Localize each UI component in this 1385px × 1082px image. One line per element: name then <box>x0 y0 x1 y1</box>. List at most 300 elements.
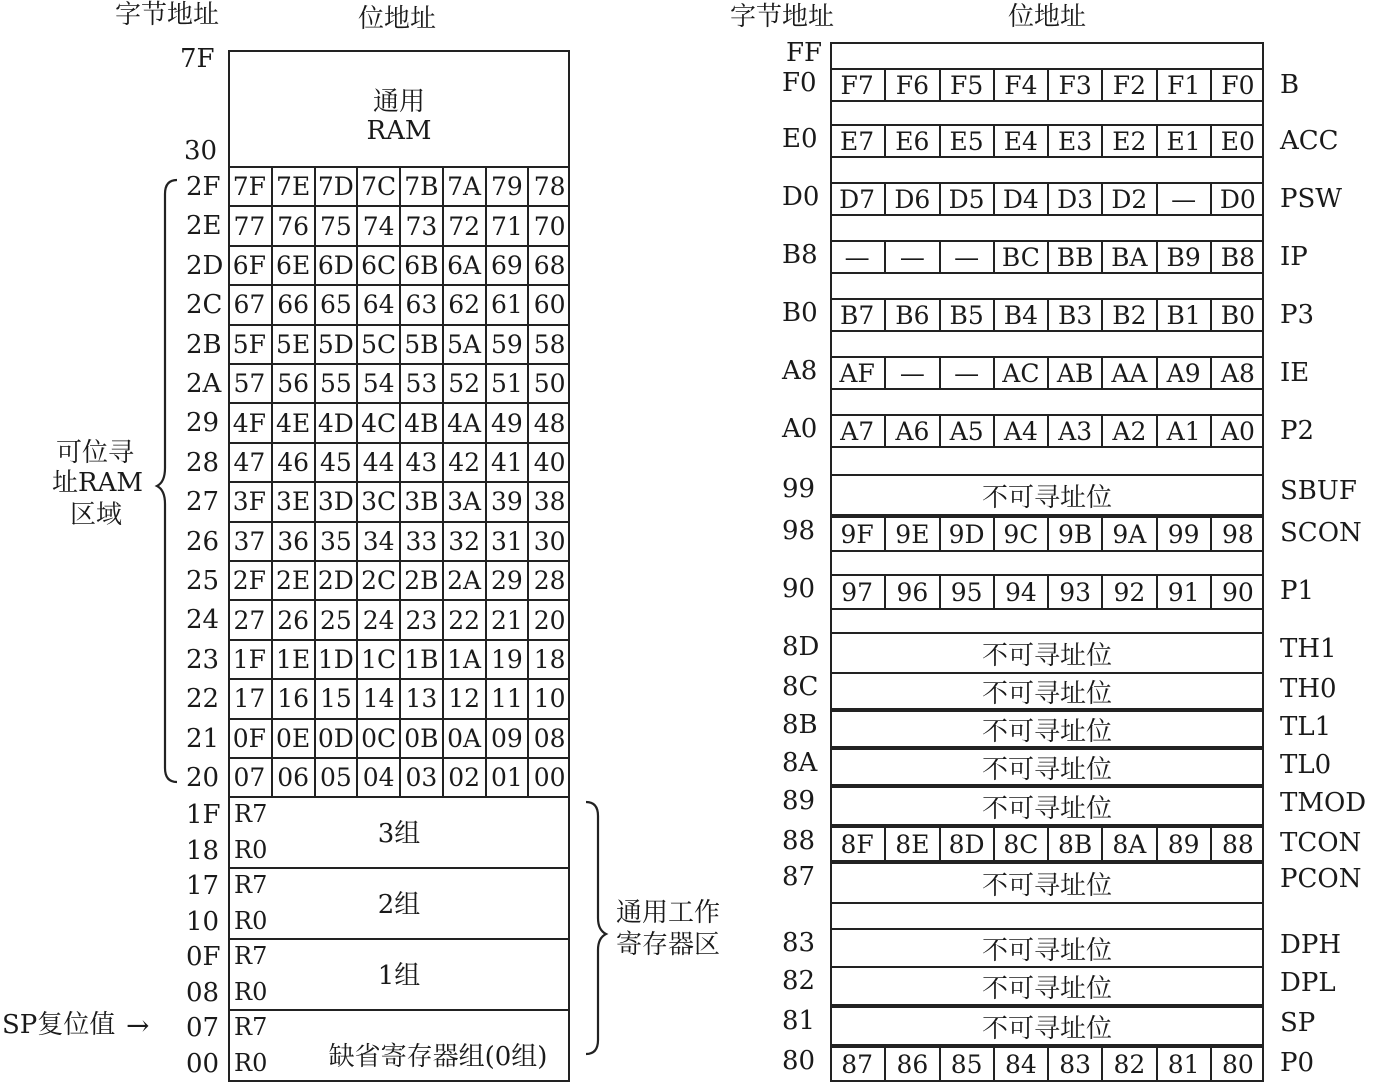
bit-cell: 97 <box>841 577 874 607</box>
bit-cell: B3 <box>1047 300 1101 330</box>
bit-cell: 56 <box>271 365 314 402</box>
register-bank-name: 2组 <box>377 889 421 920</box>
bit-cell: 96 <box>884 576 938 608</box>
bit-row-2E <box>228 205 570 246</box>
sfr-row-b <box>830 68 1264 102</box>
bit-cell: 68 <box>527 247 570 284</box>
bit-cell: 2B <box>399 562 442 599</box>
bit-cell: 79 <box>485 168 528 205</box>
bit-cell: 11 <box>485 680 528 717</box>
bit-cell: 44 <box>356 444 399 481</box>
bit-cell: 33 <box>399 523 442 560</box>
bit-row-21 <box>228 718 570 759</box>
bit-cell: 27 <box>233 605 266 635</box>
register-r7-label: R7 <box>234 800 268 828</box>
bit-cell: 5E <box>271 326 314 363</box>
bit-area-brace <box>155 178 185 798</box>
address-label-1F: 1F <box>186 800 221 830</box>
sfr-row-psw <box>830 182 1264 216</box>
address-label-10: 10 <box>186 907 220 937</box>
bit-cell: E3 <box>1047 126 1101 156</box>
bit-cell: 2E <box>271 562 314 599</box>
address-label-27: 27 <box>186 487 220 518</box>
bit-cell: 70 <box>527 207 570 244</box>
bit-cell: 47 <box>233 447 266 477</box>
sfr-name-b: B <box>1280 70 1300 100</box>
address-label-20: 20 <box>186 763 220 793</box>
not-bit-addressable-label: 不可寻址位 <box>981 870 1112 901</box>
bit-cell: 0F <box>232 723 266 753</box>
address-label-08: 08 <box>186 978 220 1008</box>
bit-cell: 81 <box>1156 1048 1210 1080</box>
bit-cell: B4 <box>993 300 1047 330</box>
bit-cell: 37 <box>233 526 266 556</box>
bit-cell: 0E <box>271 720 314 757</box>
bit-cell: 38 <box>527 483 570 520</box>
bit-cell: 50 <box>527 365 570 402</box>
bit-cell: 9C <box>993 518 1047 550</box>
bit-cell: 65 <box>314 286 357 323</box>
sfr-address-D0: D0 <box>782 182 820 212</box>
bit-cell: 3F <box>232 487 266 517</box>
sfr-row-dpl <box>830 966 1264 1006</box>
bit-cell: 8D <box>939 828 993 860</box>
bit-cell: 9B <box>1047 518 1101 550</box>
bit-cell: 76 <box>271 207 314 244</box>
bit-row-23 <box>228 639 570 680</box>
bit-cell: A5 <box>939 416 993 446</box>
sfr-row-tcon <box>830 826 1264 862</box>
sfr-row-p2 <box>830 414 1264 448</box>
bit-cell: 51 <box>485 365 528 402</box>
bit-cell: D6 <box>884 184 938 214</box>
sfr-row-tl0 <box>830 748 1264 786</box>
bit-cell: D7 <box>839 184 876 214</box>
bit-cell: 1D <box>314 641 357 678</box>
bit-cell: 92 <box>1101 576 1155 608</box>
bit-cell: 82 <box>1101 1048 1155 1080</box>
bit-row-22 <box>228 678 570 719</box>
register-r0-label: R0 <box>234 836 268 864</box>
bit-cell: A7 <box>840 416 875 446</box>
sfr-name-dpl: DPL <box>1280 968 1336 998</box>
bit-cell: F2 <box>1101 70 1155 100</box>
bit-cell: D5 <box>939 184 993 214</box>
bit-cell: 73 <box>399 207 442 244</box>
bit-cell: 00 <box>527 759 570 796</box>
bit-cell: 3C <box>356 483 399 520</box>
bit-cell: 3E <box>271 483 314 520</box>
bit-cell: 04 <box>356 759 399 796</box>
bit-cell: 41 <box>485 444 528 481</box>
not-bit-addressable-label: 不可寻址位 <box>981 793 1112 824</box>
bit-cell: 3D <box>314 483 357 520</box>
bit-cell: AF <box>839 358 875 388</box>
bit-cell: 4D <box>314 404 357 441</box>
bit-cell: 6C <box>356 247 399 284</box>
bit-row-29 <box>228 402 570 443</box>
not-bit-addressable-label: 不可寻址位 <box>981 973 1112 1004</box>
bit-cell: 4F <box>232 408 266 438</box>
address-label-7f: 7F <box>180 44 215 74</box>
sfr-address-8A: 8A <box>782 748 818 778</box>
bit-cell: 5B <box>399 326 442 363</box>
sfr-address-B0: B0 <box>782 298 818 328</box>
bit-cell: 36 <box>271 523 314 560</box>
bit-cell: 8E <box>884 828 938 860</box>
register-r7-label: R7 <box>234 1013 268 1041</box>
bit-cell: 31 <box>485 523 528 560</box>
bit-cell: 83 <box>1047 1048 1101 1080</box>
bit-cell: E5 <box>939 126 993 156</box>
bit-cell: F5 <box>939 70 993 100</box>
sfr-address-89: 89 <box>782 786 816 816</box>
bit-cell: B7 <box>839 300 875 330</box>
bit-cell: 2F <box>232 566 266 596</box>
sfr-address-8B: 8B <box>782 710 818 740</box>
bit-cell: 66 <box>271 286 314 323</box>
bit-cell: A3 <box>1047 416 1101 446</box>
bit-cell: BA <box>1101 242 1155 272</box>
address-label-07: 07 <box>186 1013 220 1043</box>
right-byte-address-header: 字节地址 <box>730 2 835 32</box>
sfr-row-acc <box>830 124 1264 158</box>
bit-cell: 60 <box>527 286 570 323</box>
bit-cell: A8 <box>1210 358 1264 388</box>
sfr-address-81: 81 <box>782 1006 816 1036</box>
bit-cell: 26 <box>271 601 314 638</box>
bit-cell: 0D <box>314 720 357 757</box>
not-bit-addressable-label: 不可寻址位 <box>981 678 1112 709</box>
bit-row-28 <box>228 442 570 483</box>
bit-cell: 85 <box>939 1048 993 1080</box>
bit-cell: 64 <box>356 286 399 323</box>
bit-cell: 1F <box>232 644 266 674</box>
sfr-name-p0: P0 <box>1280 1048 1315 1078</box>
bit-cell: 09 <box>485 720 528 757</box>
bit-cell: A0 <box>1210 416 1264 446</box>
sfr-name-psw: PSW <box>1280 184 1343 214</box>
bit-cell: 05 <box>314 759 357 796</box>
bit-cell: F6 <box>884 70 938 100</box>
sfr-address-87: 87 <box>782 862 816 892</box>
sfr-row-th0 <box>830 672 1264 710</box>
bit-cell: 02 <box>442 759 485 796</box>
sfr-row-ie <box>830 356 1264 390</box>
address-label-ff: FF <box>786 38 823 68</box>
bit-cell: 87 <box>841 1049 874 1079</box>
bit-cell: BB <box>1047 242 1101 272</box>
address-label-2D: 2D <box>186 250 224 281</box>
sfr-address-82: 82 <box>782 966 816 996</box>
bit-cell: D4 <box>993 184 1047 214</box>
bit-cell: 86 <box>884 1048 938 1080</box>
sfr-address-90: 90 <box>782 574 816 604</box>
bit-cell: E1 <box>1156 126 1210 156</box>
bit-cell: B6 <box>884 300 938 330</box>
bit-cell: F4 <box>993 70 1047 100</box>
bit-cell: E2 <box>1101 126 1155 156</box>
bit-cell: 77 <box>233 211 266 241</box>
sfr-name-ie: IE <box>1280 358 1310 388</box>
sfr-name-p2: P2 <box>1280 416 1315 446</box>
sfr-address-A8: A8 <box>782 356 818 386</box>
bit-cell: 2D <box>314 562 357 599</box>
bit-cell: 1C <box>356 641 399 678</box>
general-ram-label-1: 通用 <box>372 86 425 117</box>
bit-cell: A1 <box>1156 416 1210 446</box>
sfr-name-th1: TH1 <box>1280 634 1337 664</box>
bit-cell: E4 <box>993 126 1047 156</box>
bit-cell: 24 <box>356 601 399 638</box>
bit-cell: 10 <box>527 680 570 717</box>
sfr-name-tcon: TCON <box>1280 828 1362 858</box>
bit-cell: 39 <box>485 483 528 520</box>
bit-cell: 7F <box>232 172 266 202</box>
bit-cell: 69 <box>485 247 528 284</box>
sfr-row-p1 <box>830 574 1264 610</box>
sfr-name-th0: TH0 <box>1280 674 1337 704</box>
bit-cell: 34 <box>356 523 399 560</box>
bit-cell: 42 <box>442 444 485 481</box>
sfr-row-p3 <box>830 298 1264 332</box>
sfr-name-tmod: TMOD <box>1280 788 1367 818</box>
bit-cell: 52 <box>442 365 485 402</box>
register-r7-label: R7 <box>234 942 268 970</box>
bit-cell: 95 <box>939 576 993 608</box>
bit-cell: 07 <box>233 763 266 793</box>
bit-cell: 4A <box>442 404 485 441</box>
bit-cell: 8B <box>1047 828 1101 860</box>
sfr-row-ip <box>830 240 1264 274</box>
bit-cell: 59 <box>485 326 528 363</box>
sfr-address-88: 88 <box>782 826 816 856</box>
bit-cell: E6 <box>884 126 938 156</box>
bit-cell: 0A <box>442 720 485 757</box>
bit-cell: 19 <box>485 641 528 678</box>
general-ram-label-2: RAM <box>366 116 432 146</box>
bit-cell: 91 <box>1156 576 1210 608</box>
bit-cell: — <box>939 358 993 388</box>
bit-cell: — <box>884 242 938 272</box>
address-label-00: 00 <box>186 1049 220 1079</box>
register-r0-label: R0 <box>234 978 268 1006</box>
bit-cell: AB <box>1047 358 1101 388</box>
bit-cell: 8A <box>1101 828 1155 860</box>
sfr-row-scon <box>830 516 1264 552</box>
bit-cell: AC <box>993 358 1047 388</box>
bit-cell: 1A <box>442 641 485 678</box>
bit-cell: 08 <box>527 720 570 757</box>
bit-cell: 49 <box>485 404 528 441</box>
sfr-row-sp <box>830 1006 1264 1046</box>
address-label-30: 30 <box>184 136 218 166</box>
bit-row-27 <box>228 481 570 522</box>
bit-cell: A4 <box>993 416 1047 446</box>
bit-area-label-2: 址RAM <box>52 468 143 498</box>
bit-cell: 6F <box>232 250 266 280</box>
bit-cell: 16 <box>271 680 314 717</box>
sp-arrow-icon: → <box>126 1009 150 1042</box>
address-label-2A: 2A <box>186 369 222 399</box>
bit-cell: 2A <box>442 562 485 599</box>
sfr-name-acc: ACC <box>1280 126 1339 156</box>
bit-row-25 <box>228 560 570 601</box>
address-label-28: 28 <box>186 447 220 478</box>
bit-cell: 4E <box>271 404 314 441</box>
sfr-address-80: 80 <box>782 1046 816 1076</box>
bit-cell: BC <box>993 242 1047 272</box>
sfr-name-dph: DPH <box>1280 930 1342 960</box>
bit-cell: 74 <box>356 207 399 244</box>
bit-cell: — <box>884 358 938 388</box>
bit-row-26 <box>228 521 570 562</box>
bit-cell: 15 <box>314 680 357 717</box>
bit-row-2D <box>228 245 570 286</box>
bit-cell: 06 <box>271 759 314 796</box>
bit-cell: 03 <box>399 759 442 796</box>
register-bank-name: 缺省寄存器组(0组) <box>328 1041 548 1072</box>
address-label-17: 17 <box>186 871 220 901</box>
bit-cell: F3 <box>1047 70 1101 100</box>
bit-cell: 14 <box>356 680 399 717</box>
sfr-address-E0: E0 <box>782 124 818 154</box>
not-bit-addressable-label: 不可寻址位 <box>981 754 1112 785</box>
address-label-24: 24 <box>186 605 220 636</box>
bit-cell: 43 <box>399 444 442 481</box>
register-bank-name: 3组 <box>377 818 421 849</box>
bit-cell: 75 <box>314 207 357 244</box>
bit-cell: 99 <box>1156 518 1210 550</box>
address-label-21: 21 <box>186 723 220 754</box>
bit-cell: 20 <box>527 601 570 638</box>
bit-cell: 7B <box>399 168 442 205</box>
register-area-brace <box>584 800 614 1070</box>
right-bit-address-header: 位地址 <box>1008 2 1087 32</box>
register-bank-name: 1组 <box>377 960 421 991</box>
address-label-26: 26 <box>186 526 220 557</box>
bit-cell: 0C <box>356 720 399 757</box>
bit-cell: 58 <box>527 326 570 363</box>
sfr-row-th1 <box>830 632 1264 674</box>
not-bit-addressable-label: 不可寻址位 <box>981 640 1112 671</box>
bit-cell: 98 <box>1210 518 1264 550</box>
sfr-address-8D: 8D <box>782 632 820 662</box>
bit-cell: 6A <box>442 247 485 284</box>
bit-cell: 9F <box>840 519 874 549</box>
address-label-2C: 2C <box>186 290 223 321</box>
sfr-name-p3: P3 <box>1280 300 1315 330</box>
bit-cell: E7 <box>840 126 875 156</box>
bit-cell: 78 <box>527 168 570 205</box>
bit-cell: 6E <box>271 247 314 284</box>
bit-cell: 29 <box>485 562 528 599</box>
address-label-29: 29 <box>186 408 220 439</box>
bit-cell: 40 <box>527 444 570 481</box>
bit-cell: F0 <box>1210 70 1264 100</box>
sfr-name-scon: SCON <box>1280 518 1362 548</box>
bit-cell: F1 <box>1156 70 1210 100</box>
bit-cell: A2 <box>1101 416 1155 446</box>
bit-cell: B5 <box>939 300 993 330</box>
bit-cell: 5F <box>232 329 266 359</box>
not-bit-addressable-label: 不可寻址位 <box>981 1013 1112 1044</box>
bit-cell: A9 <box>1156 358 1210 388</box>
sfr-name-sp: SP <box>1280 1008 1316 1038</box>
bit-cell: 57 <box>233 369 266 399</box>
bit-cell: AA <box>1101 358 1155 388</box>
bit-cell: B0 <box>1210 300 1264 330</box>
bit-cell: 84 <box>993 1048 1047 1080</box>
bit-cell: 5A <box>442 326 485 363</box>
bit-row-2B <box>228 324 570 365</box>
bit-cell: B8 <box>1210 242 1264 272</box>
sp-reset-label: SP复位值 <box>2 1010 116 1040</box>
bit-area-label-1: 可位寻 <box>56 438 135 468</box>
sfr-row-tmod <box>830 786 1264 826</box>
bit-cell: 1E <box>271 641 314 678</box>
bit-cell: 48 <box>527 404 570 441</box>
bit-cell: 9D <box>939 518 993 550</box>
bit-cell: E0 <box>1210 126 1264 156</box>
bit-cell: 6D <box>314 247 357 284</box>
sfr-name-sbuf: SBUF <box>1280 476 1357 506</box>
bit-cell: 6B <box>399 247 442 284</box>
bit-cell: 90 <box>1210 576 1264 608</box>
bit-cell: 7E <box>271 168 314 205</box>
sfr-row-dph <box>830 928 1264 968</box>
bit-cell: 7A <box>442 168 485 205</box>
bit-cell: — <box>844 242 870 272</box>
bit-cell: 71 <box>485 207 528 244</box>
sfr-address-83: 83 <box>782 928 816 958</box>
bit-cell: 80 <box>1210 1048 1264 1080</box>
sfr-name-ip: IP <box>1280 242 1308 272</box>
bit-cell: 7D <box>314 168 357 205</box>
bit-cell: 89 <box>1156 828 1210 860</box>
bit-cell: 1B <box>399 641 442 678</box>
bit-cell: B1 <box>1156 300 1210 330</box>
bit-cell: D3 <box>1047 184 1101 214</box>
not-bit-addressable-label: 不可寻址位 <box>981 482 1112 513</box>
bit-cell: 54 <box>356 365 399 402</box>
bit-cell: A6 <box>884 416 938 446</box>
bit-cell: 12 <box>442 680 485 717</box>
address-label-22: 22 <box>186 684 220 715</box>
bit-cell: 93 <box>1047 576 1101 608</box>
bit-cell: 21 <box>485 601 528 638</box>
left-bit-address-header: 位地址 <box>358 4 437 34</box>
register-area-label-1: 通用工作 <box>616 898 721 928</box>
bit-cell: 30 <box>527 523 570 560</box>
bit-cell: 45 <box>314 444 357 481</box>
bit-cell: 9A <box>1101 518 1155 550</box>
bit-area-label-3: 区域 <box>70 500 123 530</box>
bit-cell: 3A <box>442 483 485 520</box>
sfr-name-p1: P1 <box>1280 576 1315 606</box>
bit-cell: 18 <box>527 641 570 678</box>
sfr-address-98: 98 <box>782 516 816 546</box>
bit-cell: 22 <box>442 601 485 638</box>
sfr-name-tl1: TL1 <box>1280 712 1332 742</box>
bit-cell: 88 <box>1210 828 1264 860</box>
bit-cell: 0B <box>399 720 442 757</box>
bit-cell: 72 <box>442 207 485 244</box>
bit-cell: 62 <box>442 286 485 323</box>
bit-cell: 7C <box>356 168 399 205</box>
bit-cell: 4B <box>399 404 442 441</box>
bit-cell: 3B <box>399 483 442 520</box>
